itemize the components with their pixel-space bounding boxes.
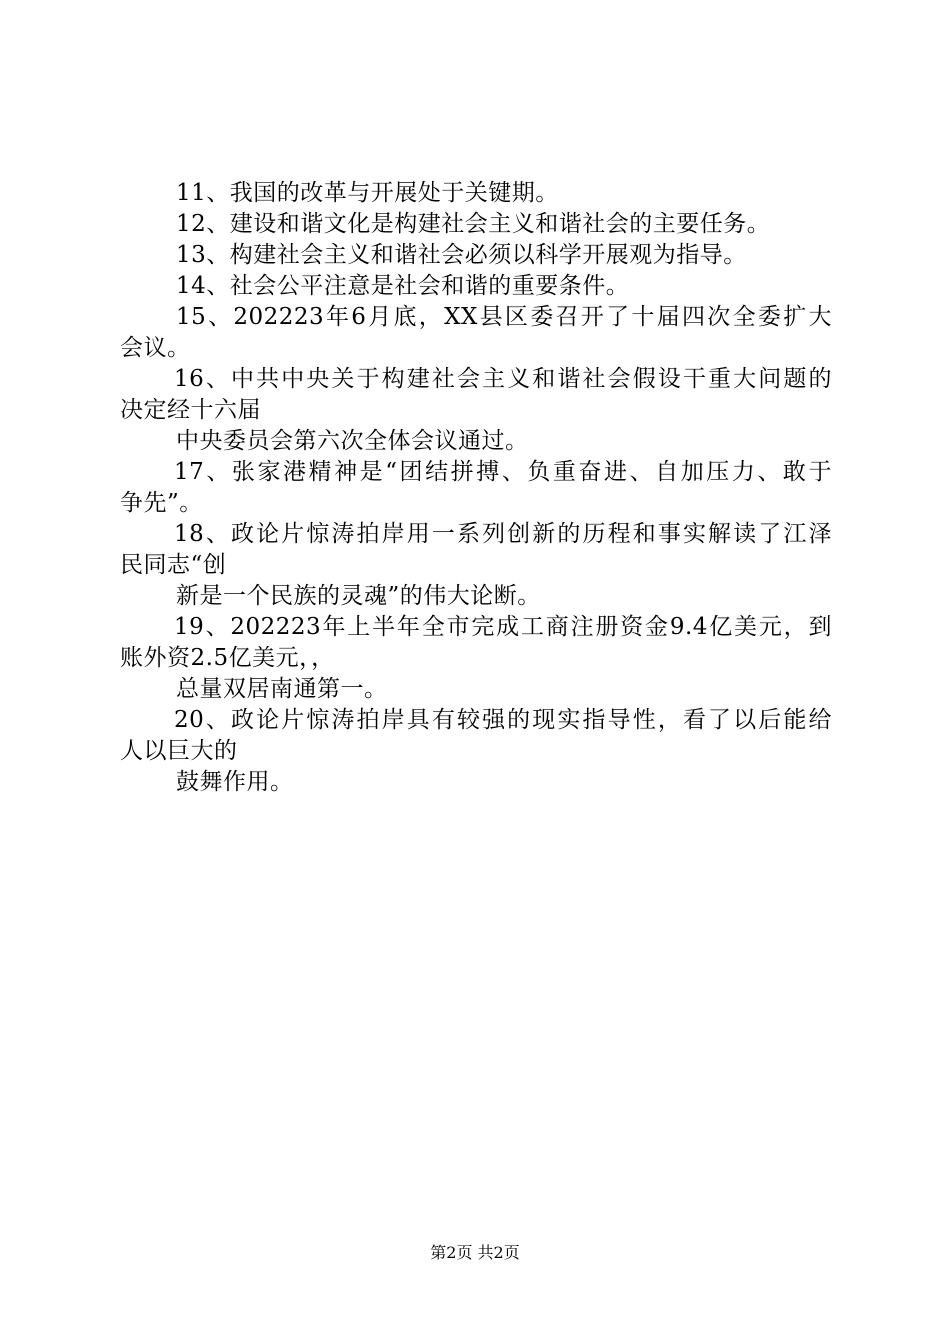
- page-number-footer: 第2页 共2页: [430, 1243, 520, 1262]
- paragraph-line: 14、社会公平注意是社会和谐的重要条件。: [176, 273, 630, 299]
- paragraph-line: 民同志“创: [120, 552, 227, 578]
- paragraph-line: 11、我国的改革与开展处于关键期。: [176, 180, 559, 206]
- paragraph-line: 决定经十六届: [120, 397, 261, 423]
- paragraph-line: 争先”。: [120, 490, 203, 516]
- paragraph-line: 总量双居南通第一。: [176, 676, 388, 702]
- document-body: [120, 178, 832, 798]
- paragraph-line: 18、政论片惊涛拍岸用一系列创新的历程和事实解读了江泽: [174, 521, 832, 547]
- paragraph-line: 13、构建社会主义和谐社会必须以科学开展观为指导。: [176, 242, 747, 268]
- paragraph-line: 人以巨大的: [120, 738, 238, 764]
- paragraph-line: 中央委员会第六次全体会议通过。: [176, 428, 529, 454]
- paragraph-line: 会议。: [120, 335, 191, 361]
- paragraph-line: 19、202223年上半年全市完成工商注册资金9.4亿美元，到: [174, 614, 832, 640]
- paragraph-line: 12、建设和谐文化是构建社会主义和谐社会的主要任务。: [176, 211, 771, 237]
- paragraph-line: 新是一个民族的灵魂”的伟大论断。: [176, 583, 541, 609]
- paragraph-line: 鼓舞作用。: [176, 769, 294, 795]
- paragraph-line: 16、中共中央关于构建社会主义和谐社会假设干重大问题的: [174, 366, 832, 392]
- paragraph-line: 账外资2.5亿美元，，: [120, 645, 335, 671]
- paragraph-line: 15、202223年6月底，XX县区委召开了十届四次全委扩大: [176, 304, 832, 330]
- paragraph-line: 17、张家港精神是“团结拼搏、负重奋进、自加压力、敢于: [174, 459, 832, 485]
- paragraph-line: 20、政论片惊涛拍岸具有较强的现实指导性，看了以后能给: [174, 707, 832, 733]
